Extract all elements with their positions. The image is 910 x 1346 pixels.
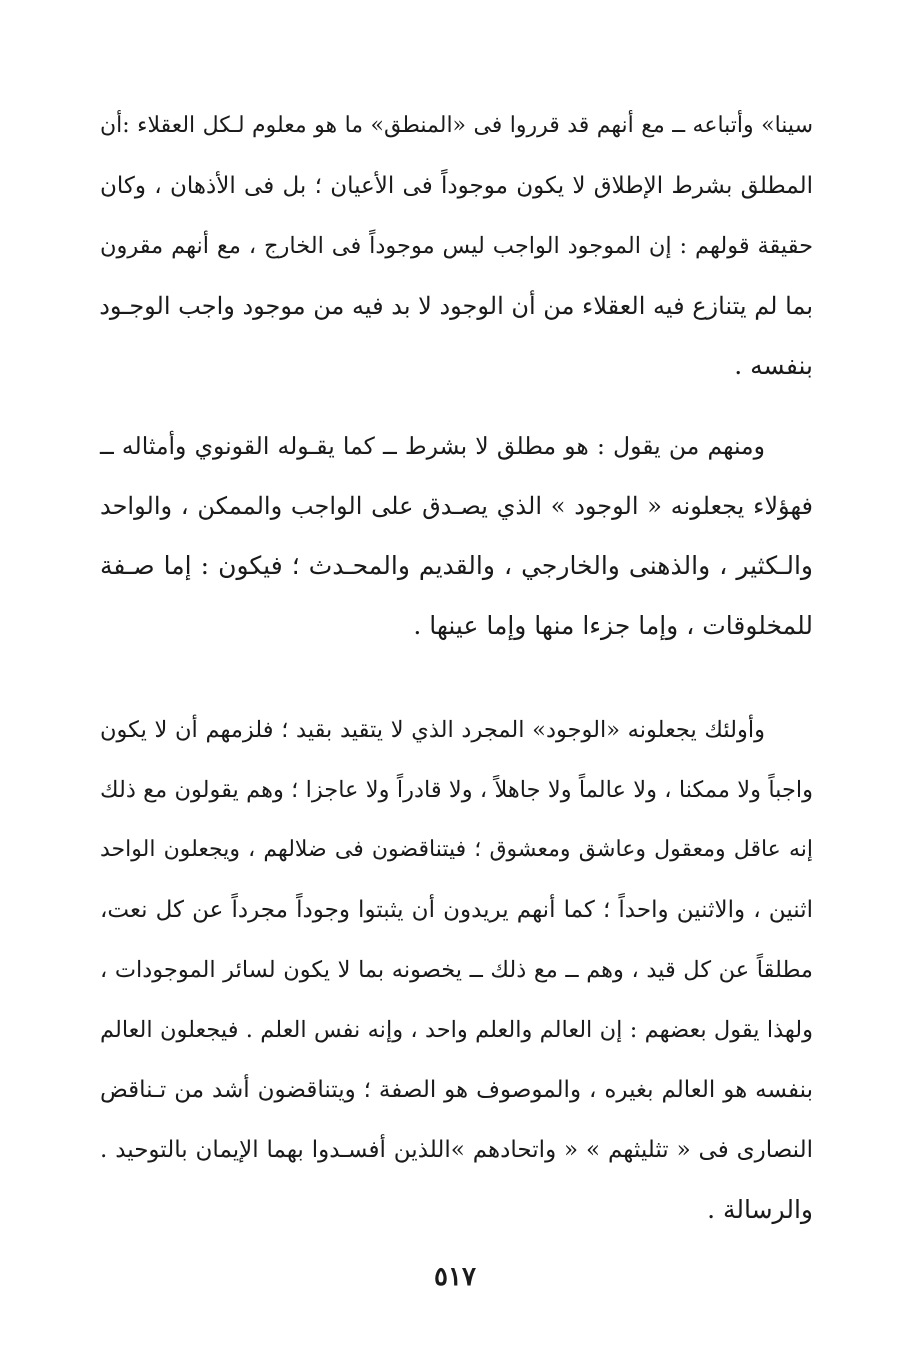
text-line: المطلق بشرط الإطلاق لا يكون موجوداً فى الأعيان ؛ بل فى الأذهان ، وكان	[100, 173, 813, 199]
paragraph-1	[100, 96, 813, 396]
text-line: بما لم يتنازع فيه العقلاء من أن الوجود لا بد فيه من موجود واجب الوجـود	[99, 292, 813, 320]
text-line: بنفسه .	[734, 351, 813, 380]
text-line: إنه عاقل ومعقول وعاشق ومعشوق ؛ فيتناقضون فى ضلالهم ، ويجعلون الواحد	[100, 837, 813, 862]
text-line: واجباً ولا ممكنا ، ولا عالماً ولا جاهلاً ، ولا قادراً ولا عاجزا ؛ وهم يقولون مع ذلك	[100, 777, 813, 803]
text-line: النصارى فى « تثليثهم » « واتحادهم »اللذين أفسـدوا بهما الإيمان بالتوحيد .	[100, 1137, 813, 1163]
text-line: ولهذا يقول بعضهم : إن العالم والعلم واحد ، وإنه نفس العلم . فيجعلون العالم	[100, 1017, 813, 1043]
text-line: فهؤلاء يجعلونه « الوجود » الذي يصـدق على الواجب والممكن ، والواحد	[100, 492, 813, 520]
text-line: اثنين ، والاثنين واحداً ؛ كما أنهم يريدون أن يثبتوا وجوداً مجرداً عن كل نعت،	[100, 897, 813, 923]
text-line: والرسالة .	[707, 1195, 813, 1224]
text-line: حقيقة قولهم : إن الموجود الواجب ليس موجوداً فى الخارج ، مع أنهم مقرون	[100, 233, 813, 259]
text-line: سينا» وأتباعه ــ مع أنهم قد قرروا فى «المنطق» ما هو معلوم لـكل العقلاء :أن	[100, 113, 813, 138]
text-line: مطلقاً عن كل قيد ، وهم ــ مع ذلك ــ يخصونه بما لا يكون لسائر الموجودات ،	[100, 957, 813, 983]
text-line: للمخلوقات ، وإما جزءا منها وإما عينها .	[413, 611, 813, 640]
text-line: والـكثير ، والذهنى والخارجي ، والقديم والمحـدث ؛ فيكون : إما صـفة	[100, 551, 813, 580]
text-line: بنفسه هو العالم بغيره ، والموصوف هو الصفة ؛ ويتناقضون أشد من تـناقض	[100, 1077, 813, 1103]
text-line: وأولئك يجعلونه «الوجود» المجرد الذي لا يتقيد بقيد ؛ فلزمهم أن لا يكون	[100, 717, 765, 743]
text-line: ومنهم من يقول : هو مطلق لا بشرط ــ كما يقـوله القونوي وأمثاله ــ	[100, 432, 765, 460]
page-number: ٥١٧	[434, 1262, 476, 1292]
paragraph-3	[100, 700, 813, 1240]
paragraph-2	[100, 416, 813, 656]
